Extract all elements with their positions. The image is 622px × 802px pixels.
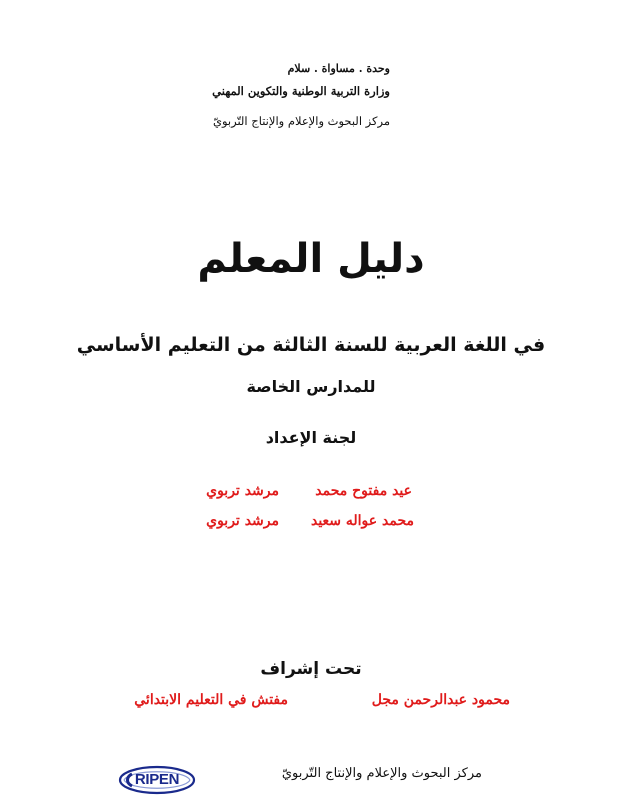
committee-member-name: عيد مفتوح محمد [315, 483, 412, 499]
cripen-logo [118, 765, 196, 795]
supervision-heading: تحت إشراف [260, 659, 362, 679]
book-audience: للمدارس الخاصة [246, 377, 376, 396]
committee-member-role: مرشد تربوي [206, 483, 279, 499]
ministry-name: وزارة التربية الوطنية والتكوين المهني [212, 84, 390, 98]
book-title: دليل المعلم [197, 236, 425, 282]
committee-member-name: محمد عواله سعيد [310, 513, 414, 529]
book-subtitle: في اللغة العربية للسنة الثالثة من التعليم الأساسي [76, 334, 546, 356]
committee-heading: لجنة الإعداد [265, 428, 357, 447]
committee-member-role: مرشد تربوي [206, 513, 279, 529]
logo-wordmark: RIPEN [134, 771, 180, 788]
supervisor-name: محمود عبدالرحمن مجل [371, 692, 510, 708]
footer-center-name: مركز البحوث والإعلام والإنتاج التّربويّ [281, 766, 482, 781]
supervisor-role: مفتش في التعليم الابتدائي [134, 692, 288, 708]
national-motto: وحدة . مساواة . سلام [287, 62, 390, 75]
research-center-name: مركز البحوث والإعلام والإنتاج التّربويّ [212, 114, 390, 128]
